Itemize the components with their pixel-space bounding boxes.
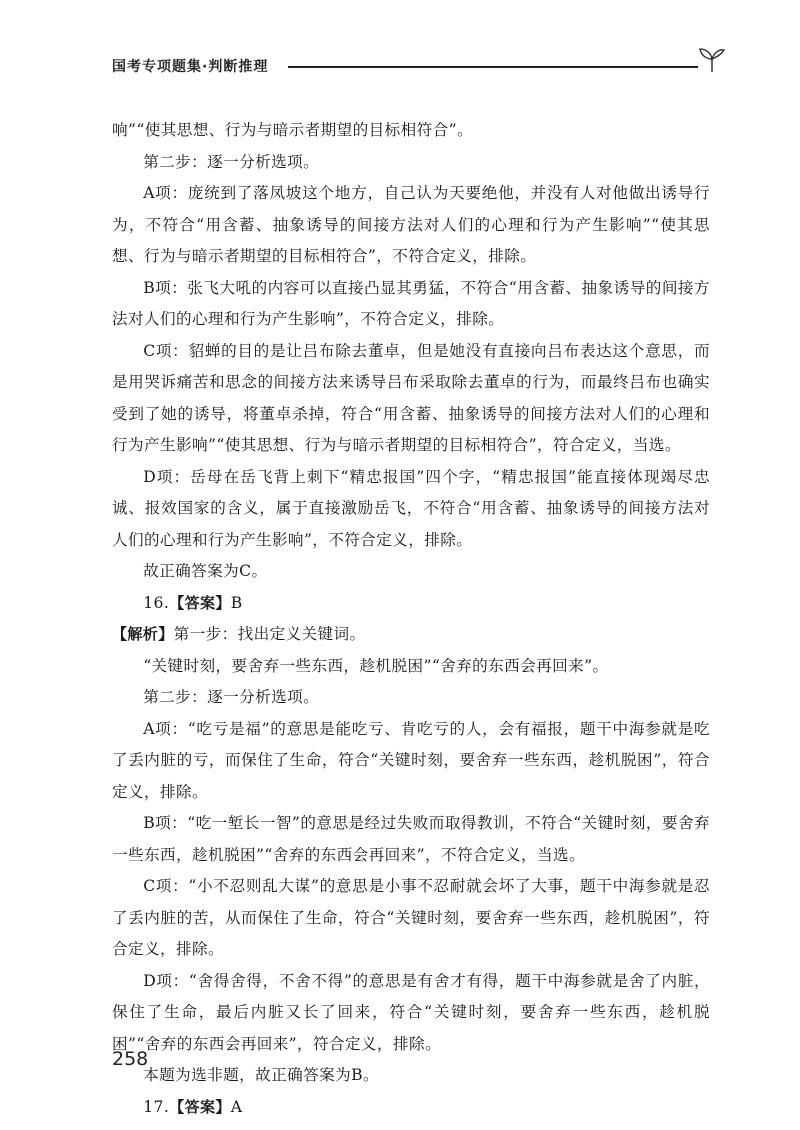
q16-answer: B [230, 593, 243, 612]
paragraph: 响”“使其思想、行为与暗示者期望的目标相符合”。 [112, 121, 473, 139]
paragraph: B项：张飞大吼的内容可以直接凸显其勇猛，不符合“用含蓄、抽象诱导的间接方法对人们的心理和行为产生影响”，不符合定义，排除。 [112, 278, 710, 328]
q16-step2: 第二步：逐一分析选项。 [143, 688, 320, 706]
q16-number: 16. [143, 593, 170, 612]
paragraph: 第二步：逐一分析选项。 [143, 152, 320, 171]
q16-option-d: D项：“舍得舍得，不舍不得”的意思是有舍才有得，题干中海参就是舍了内脏，保住了生命，最后内脏又长了回来，符合“关键时刻，要舍弃一些东西，趁机脱困”“舍弃的东西会再回来”，符合定义，排除。 [112, 971, 710, 1053]
page-body [112, 115, 710, 1123]
paragraph: C项：貂蝉的目的是让吕布除去董卓，但是她没有直接向吕布表达这个意思，而是用哭诉痛苦和思念的间接方法来诱导吕布采取除去董卓的行为，而最终吕布也确实受到了她的诱导，将董卓杀掉，符合“用含蓄、抽象诱导的间接方法对人们的心理和行为产生影响”“使其思想、行为与暗示者期望的目标相符合”，符合定义，当选。 [112, 341, 710, 454]
q16-keywords: “关键时刻，要舍弃一些东西，趁机脱困”“舍弃的东西会再回来”。 [143, 656, 609, 675]
page-number: 258 [112, 1048, 149, 1070]
q16-option-a: A项：“吃亏是福”的意思是能吃亏、肯吃亏的人，会有福报，题干中海参就是吃了丢内脏的亏，而保住了生命，符合“关键时刻，要舍弃一些东西，趁机脱困”，符合定义，排除。 [112, 719, 710, 801]
q16-conclusion: 本题为选非题，故正确答案为B。 [143, 1066, 379, 1084]
header-title: 国考专项题集·判断推理 [112, 59, 269, 75]
header-rule [288, 66, 698, 68]
sprout-icon [698, 46, 726, 72]
q17-answer-line [112, 1092, 710, 1124]
running-header [112, 56, 712, 80]
q16-option-b: B项：“吃一堑长一智”的意思是经过失败而取得教训，不符合“关键时刻，要舍弃一些东西，趁机脱困”“舍弃的东西会再回来”，不符合定义，当选。 [112, 814, 710, 864]
q16-answer-label: 【答案】 [169, 593, 231, 612]
paragraph: A项：庞统到了落凤坡这个地方，自己认为天要绝他，并没有人对他做出诱导行为，不符合“用含蓄、抽象诱导的间接方法对人们的心理和行为产生影响”“使其思想、行为与暗示者期望的目标相符合”，不符合定义，排除。 [112, 184, 710, 265]
paragraph: 故正确答案为C。 [143, 562, 268, 580]
q16-answer-line [112, 588, 710, 620]
q17-answer: A [230, 1097, 243, 1116]
q16-analysis-line [112, 619, 710, 651]
q17-number: 17. [143, 1097, 170, 1116]
q16-step1: 第一步：找出定义关键词。 [173, 625, 366, 643]
q16-option-c: C项：“小不忍则乱大谋”的意思是小事不忍耐就会坏了大事，题干中海参就是忍了丢内脏的苦，从而保住了生命，符合“关键时刻，要舍弃一些东西，趁机脱困”，符合定义，排除。 [112, 877, 710, 958]
q17-answer-label: 【答案】 [169, 1097, 231, 1116]
paragraph: D项：岳母在岳飞背上刺下“精忠报国”四个字，“精忠报国”能直接体现竭尽忠诚、报效国家的含义，属于直接激励岳飞，不符合“用含蓄、抽象诱导的间接方法对人们的心理和行为产生影响”，不符合定义，排除。 [112, 467, 710, 549]
q16-analysis-label: 【解析】 [112, 625, 174, 643]
